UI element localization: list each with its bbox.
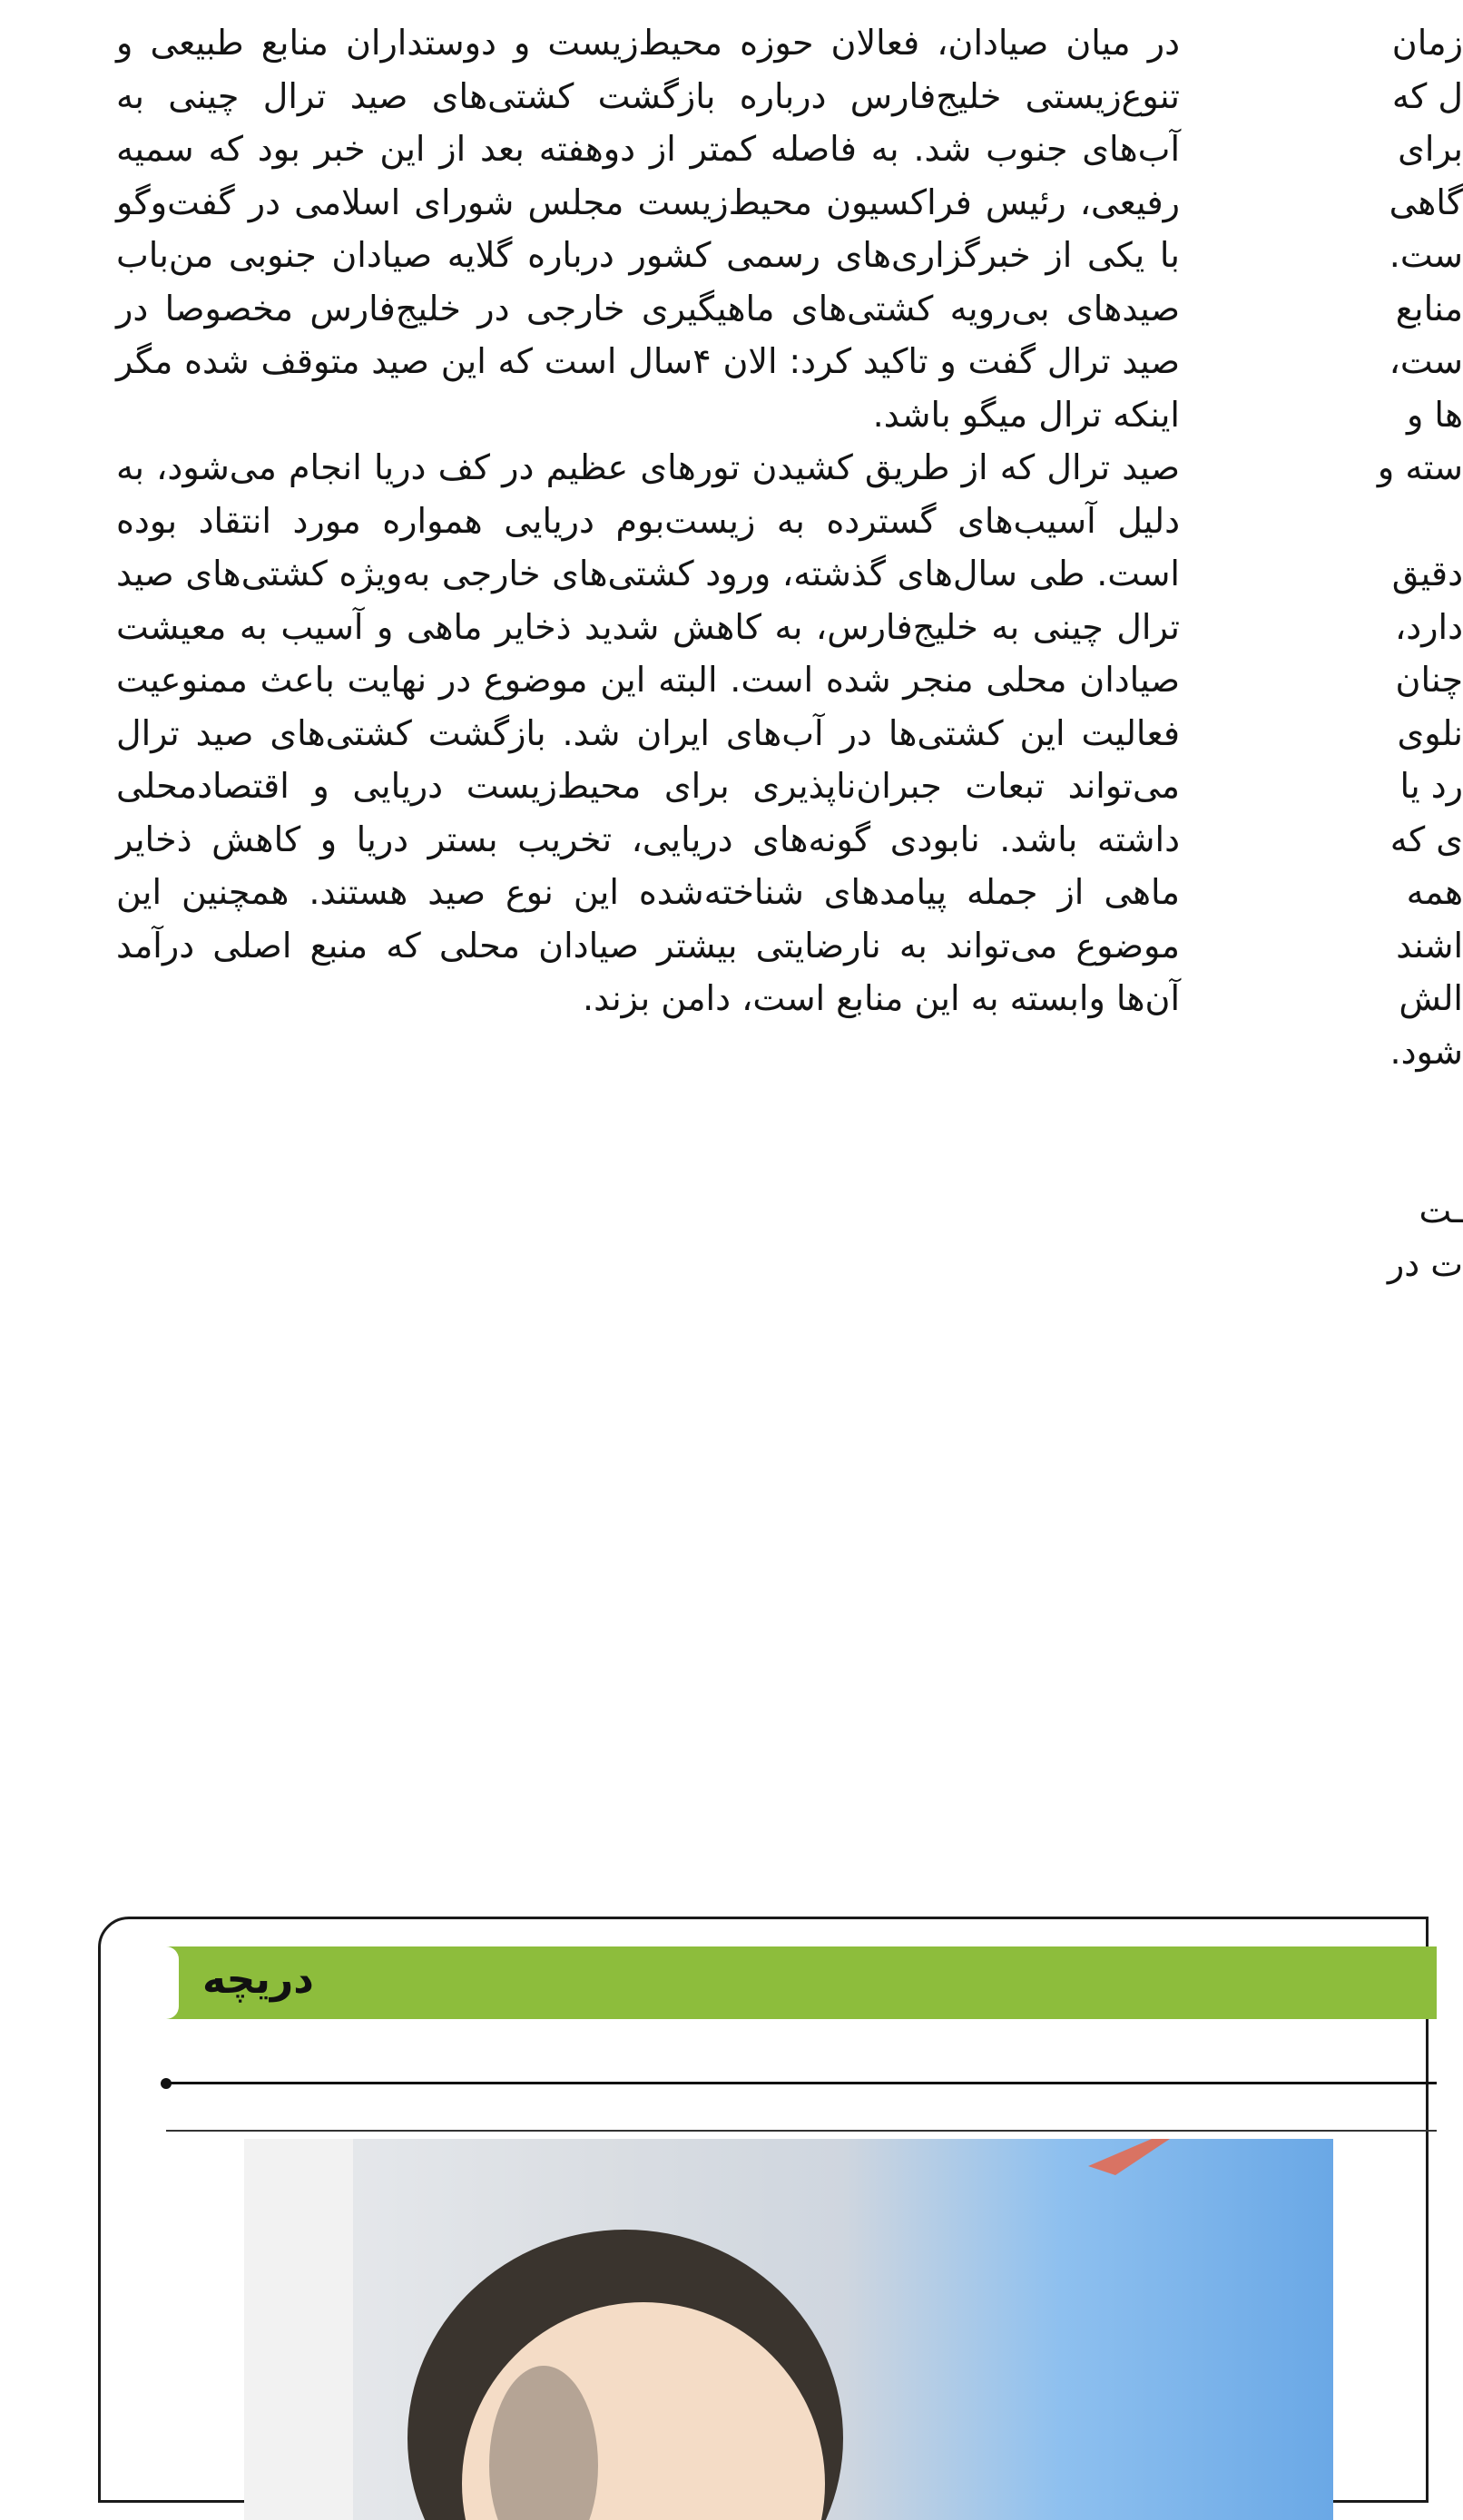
adjacent-line: الش [1399,978,1463,1018]
paragraph-gap [1227,1078,1463,1132]
adjacent-line: نلوی [1397,712,1463,753]
box-title: دریچه [202,1956,314,2003]
paragraph-gap [1227,1132,1463,1185]
box-header-bar [166,1946,1437,2019]
adjacent-line: زمان [1391,23,1463,63]
adjacent-line: ی که [1389,819,1463,859]
adjacent-line: چنان [1395,660,1463,700]
adjacent-line: سته و [1377,447,1463,487]
adjacent-line: رد یا [1399,766,1463,806]
adjacent-line: ست. [1389,235,1463,275]
adjacent-line: همه [1406,872,1463,912]
adjacent-line: منابع [1395,288,1463,328]
window-box [98,1917,1429,2503]
main-article-column [116,16,1180,1025]
adjacent-line: ست، [1389,341,1463,381]
article-paragraph-2: صید ترال که از طریق کشیدن تورهای عظیم در کف دریا انجام می‌شود، به دلیل آسیب‌های گسترده به زیست‌بوم دریایی همواره مورد انتقاد بوده است. طی سال‌های گذشته، ورود کشتی‌های خارجی به‌ویژه کشتی‌های صید ترال چینی به خلیج‌فارس، به کاهش شدید ذخایر ماهی و آسیب به معیشت صیادان محلی منجر شده است. البته این موضوع در نهایت باعث ممنوعیت فعالیت این کشتی‌ها در آب‌های ایران شد. بازگشت کشتی‌های صید ترال می‌تواند تبعات جبران‌ناپذیری برای محیط‌زیست دریایی و اقتصادمحلی داشته باشد. نابودی گونه‌های دریایی، تخریب بستر دریا و کاهش ذخایر ماهی از جمله پیامدهای شناخته‌شده این نوع صید هستند. همچنین این موضوع می‌تواند به نارضایتی بیشتر صیادان محلی که منبع اصلی درآمد آن‌ها وابسته به این منابع است، دامن بزند. [116,447,1180,1018]
adjacent-line: ت در [1387,1243,1463,1284]
adjacent-column-fragments [1227,16,1463,1290]
divider-rule [166,2082,1437,2084]
portrait-photo [244,2139,1333,2520]
header-tab-edge [166,1946,179,2019]
adjacent-line: ل که [1391,75,1463,116]
adjacent-line: ها و [1406,394,1463,435]
adjacent-line: شود. [1389,1031,1463,1072]
adjacent-line: دقیق [1391,554,1463,593]
photo-left-bg [244,2139,353,2520]
paragraph-gap [1227,495,1463,548]
adjacent-line: دارد، [1394,606,1463,647]
photo-red-streak [1088,2139,1170,2175]
divider-rule [166,2130,1437,2132]
adjacent-line: اشند [1396,925,1463,966]
adjacent-line: گاهی [1389,181,1463,222]
article-paragraph-1: در میان صیادان، فعالان حوزه محیط‌زیست و دوستداران منابع طبیعی و تنوع‌زیستی خلیج‌فارس درباره بازگشت کشتی‌های صید ترال چینی به آب‌های جنوب شد. به فاصله کمتر از دوهفته بعد از این خبر بود که سمیه رفیعی، رئیس فراکسیون محیط‌زیست مجلس شورای اسلامی در گفت‌وگو با یکی از خبرگزاری‌های رسمی کشور درباره گلایه صیادان جنوبی من‌باب صیدهای بی‌رویه کشتی‌های ماهیگیری خارجی در خلیج‌فارس مخصوصا در صید ترال گفت و تاکید کرد: الان ۴سال است که این صید متوقف شده مگر اینکه ترال میگو باشد. [116,23,1180,435]
adjacent-line: برای [1398,129,1463,169]
portrait-illustration [244,2139,1333,2520]
adjacent-line: ـت [1419,1191,1463,1231]
